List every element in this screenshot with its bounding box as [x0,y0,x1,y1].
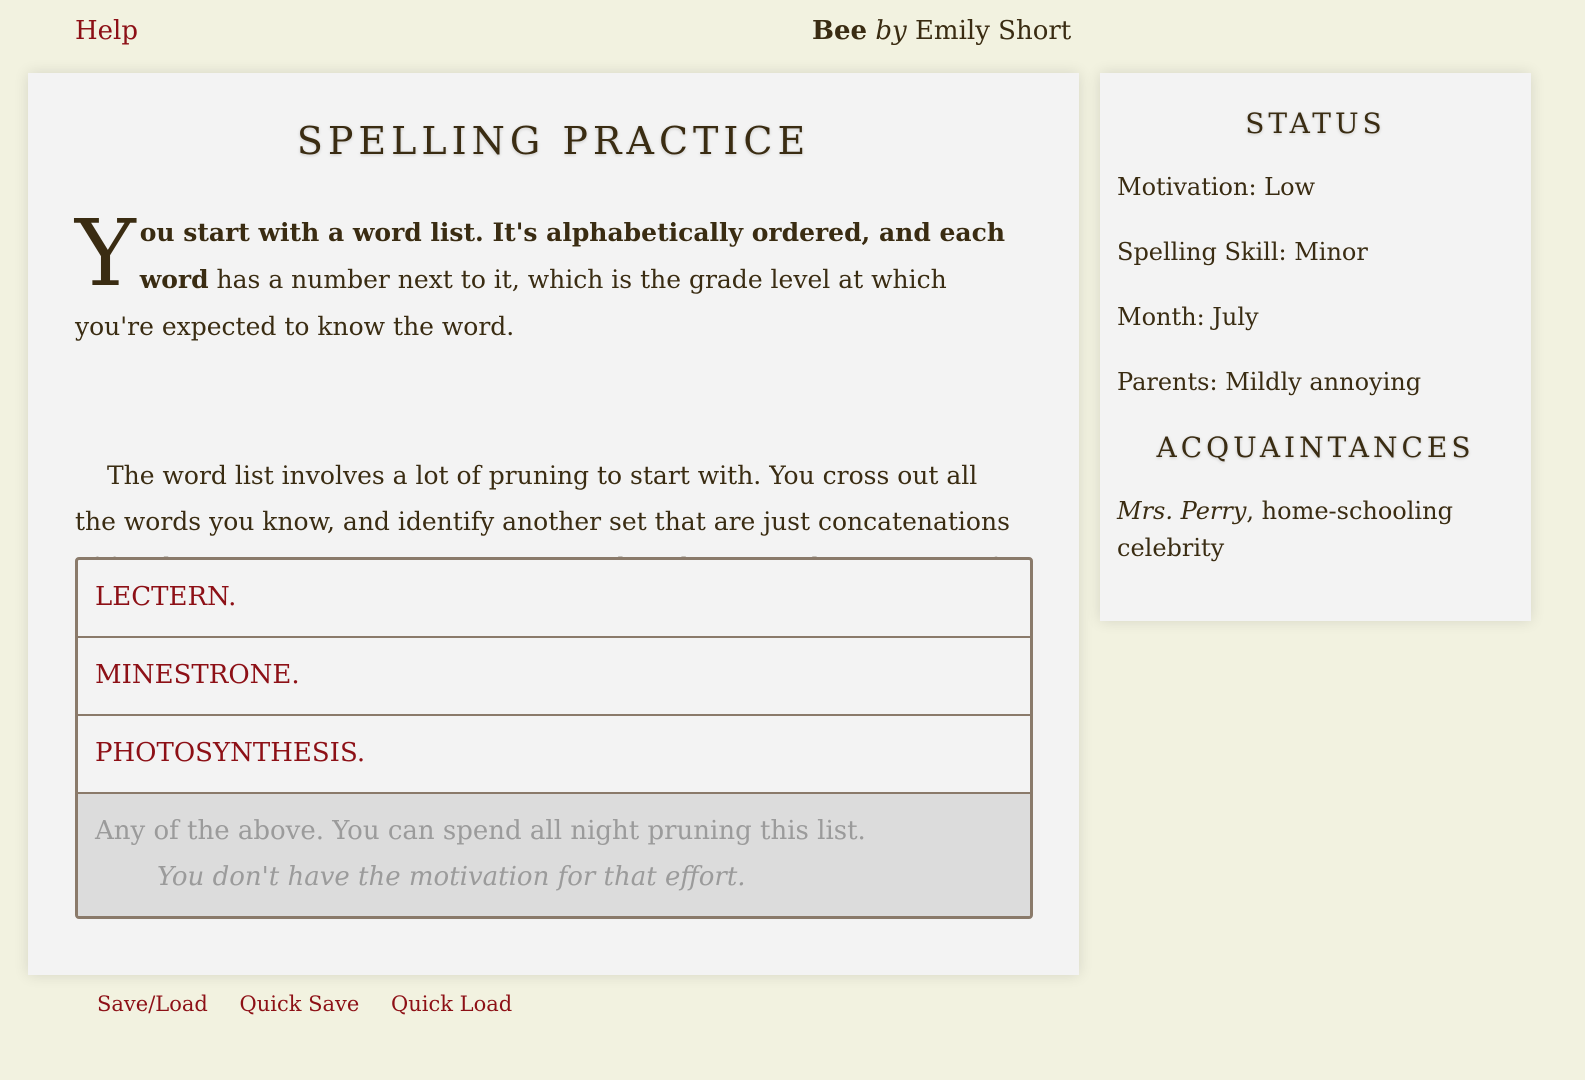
help-link[interactable]: Help [75,16,139,46]
disabled-choice-label: Any of the above. You can spend all night pruning this list. [95,816,866,846]
acquaintance-entry [1117,493,1517,567]
passage-paragraph-2: The word list involves a lot of pruning to start with. You cross out all the words you know, and identify another set that are just concatenations [75,461,1010,536]
passage-paragraph-1 [75,200,1015,350]
choice-photosynthesis[interactable]: PHOTOSYNTHESIS. [78,716,1030,794]
game-name: Bee [812,16,868,46]
disabled-choice-reason: You don't have the motivation for that effort. [157,862,746,892]
author-name: Emily Short [914,16,1072,46]
game-title [812,16,1071,46]
passage-title: SPELLING PRACTICE [296,119,811,163]
choice-minestrone[interactable]: MINESTRONE. [78,638,1030,716]
status-sidebar [1100,73,1531,621]
title-by: by [875,16,907,46]
choice-disabled-any [78,794,1030,916]
footer-menu [97,992,537,1016]
paragraph-text: has a number next to it, which is the grade level at which you're expected to know the word. [75,265,947,341]
paragraph-lead: ou start with a word list. It's alphabetically ordered, and each word [139,218,1006,294]
status-heading: STATUS [1245,107,1386,140]
stat-motivation: Motivation: Low [1117,173,1316,201]
choice-list [75,557,1033,919]
quick-load-link[interactable]: Quick Load [391,992,513,1016]
passage-panel [28,73,1079,975]
choice-lectern[interactable]: LECTERN. [78,560,1030,638]
save-load-link[interactable]: Save/Load [97,992,208,1016]
stat-month: Month: July [1117,303,1259,331]
acquaintance-name: Mrs. Perry [1117,497,1247,525]
stat-spelling-skill: Spelling Skill: Minor [1117,238,1368,266]
acquaintance-desc: , home-schooling celebrity [1117,497,1453,562]
quick-save-link[interactable]: Quick Save [239,992,360,1016]
stat-parents: Parents: Mildly annoying [1117,368,1422,396]
acquaintances-heading: ACQUAINTANCES [1156,431,1475,464]
drop-cap: Y [75,200,136,307]
